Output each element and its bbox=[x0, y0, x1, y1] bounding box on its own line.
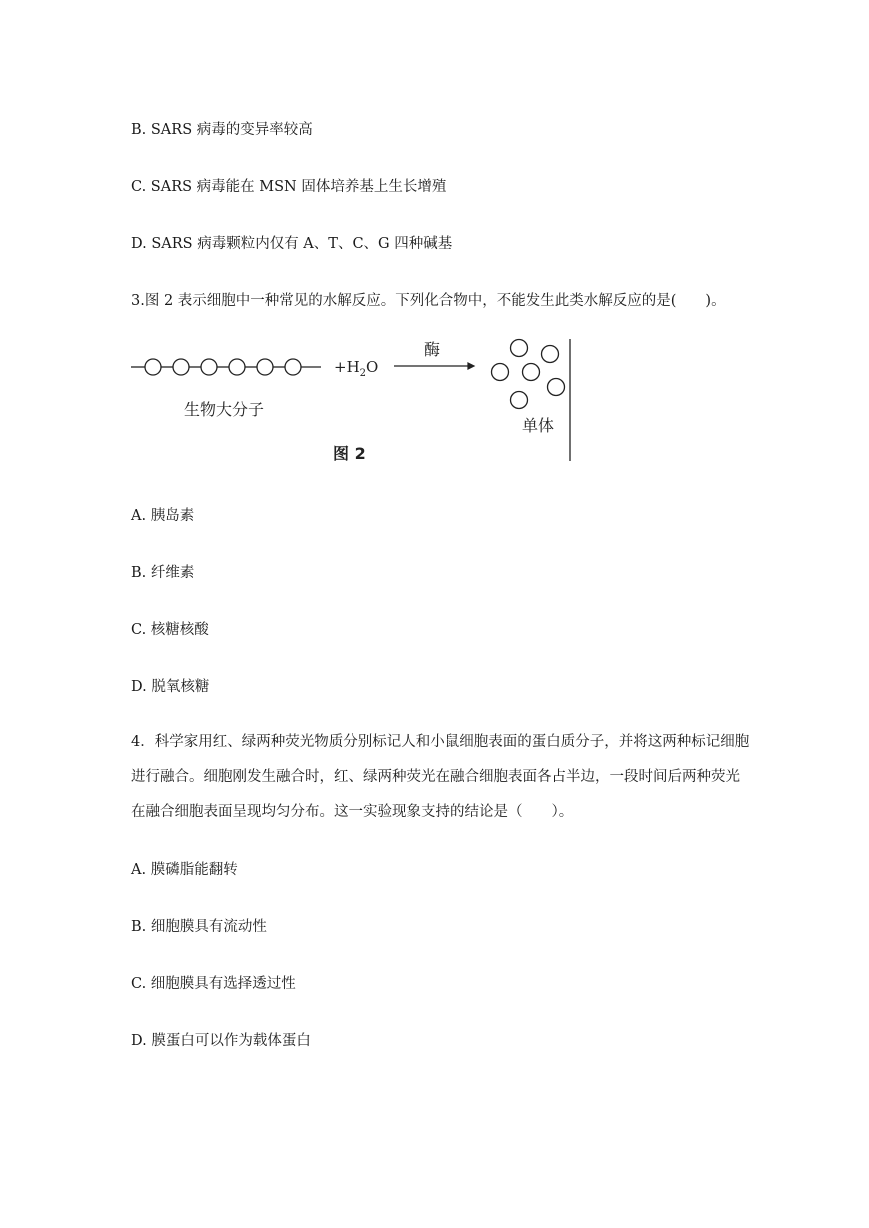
q2-option-c: C. SARS 病毒能在 MSN 固体培养基上生长增殖 bbox=[131, 179, 447, 195]
q3-option-b: B. 纤维素 bbox=[131, 565, 195, 581]
q4-option-c: C. 细胞膜具有选择透过性 bbox=[131, 976, 296, 992]
q3-option-d: D. 脱氧核糖 bbox=[131, 679, 210, 695]
q2-option-d: D. SARS 病毒颗粒内仅有 A、T、C、G 四种碱基 bbox=[131, 236, 453, 252]
q4-option-b: B. 细胞膜具有流动性 bbox=[131, 919, 267, 935]
q4-stem: 4．科学家用红、绿两种荧光物质分别标记人和小鼠细胞表面的蛋白质分子，并将这两种标记细胞进行融合。细胞刚发生融合时，红、绿两种荧光在融合细胞表面各占半边，一段时间后两种荧光在融合细胞表面呈现均匀分布。这一实验现象支持的结论是（ ）。 bbox=[131, 734, 750, 820]
macromolecule-chain bbox=[131, 359, 321, 375]
reagent-plus-label: $+H_2O$ bbox=[334, 358, 379, 379]
q2-option-b: B. SARS 病毒的变异率较高 bbox=[131, 122, 313, 138]
q3-option-c: C. 核糖核酸 bbox=[131, 622, 209, 638]
q3-option-a: A. 胰岛素 bbox=[131, 508, 195, 524]
enzyme-label: 酶 bbox=[424, 340, 441, 359]
q4-option-d: D. 膜蛋白可以作为载体蛋白 bbox=[131, 1033, 311, 1049]
monomer-circles bbox=[492, 340, 565, 409]
macromolecule-label: 生物大分子 bbox=[184, 400, 265, 419]
q4-option-a: A. 膜磷脂能翻转 bbox=[131, 862, 238, 878]
reaction-arrow bbox=[394, 363, 474, 369]
figure-caption: 图 2 bbox=[333, 444, 366, 463]
q3-stem: 3.图 2 表示细胞中一种常见的水解反应。下列化合物中，不能发生此类水解反应的是( )。 bbox=[131, 293, 726, 309]
hydrolysis-figure bbox=[128, 335, 578, 465]
monomer-label: 单体 bbox=[522, 416, 555, 435]
